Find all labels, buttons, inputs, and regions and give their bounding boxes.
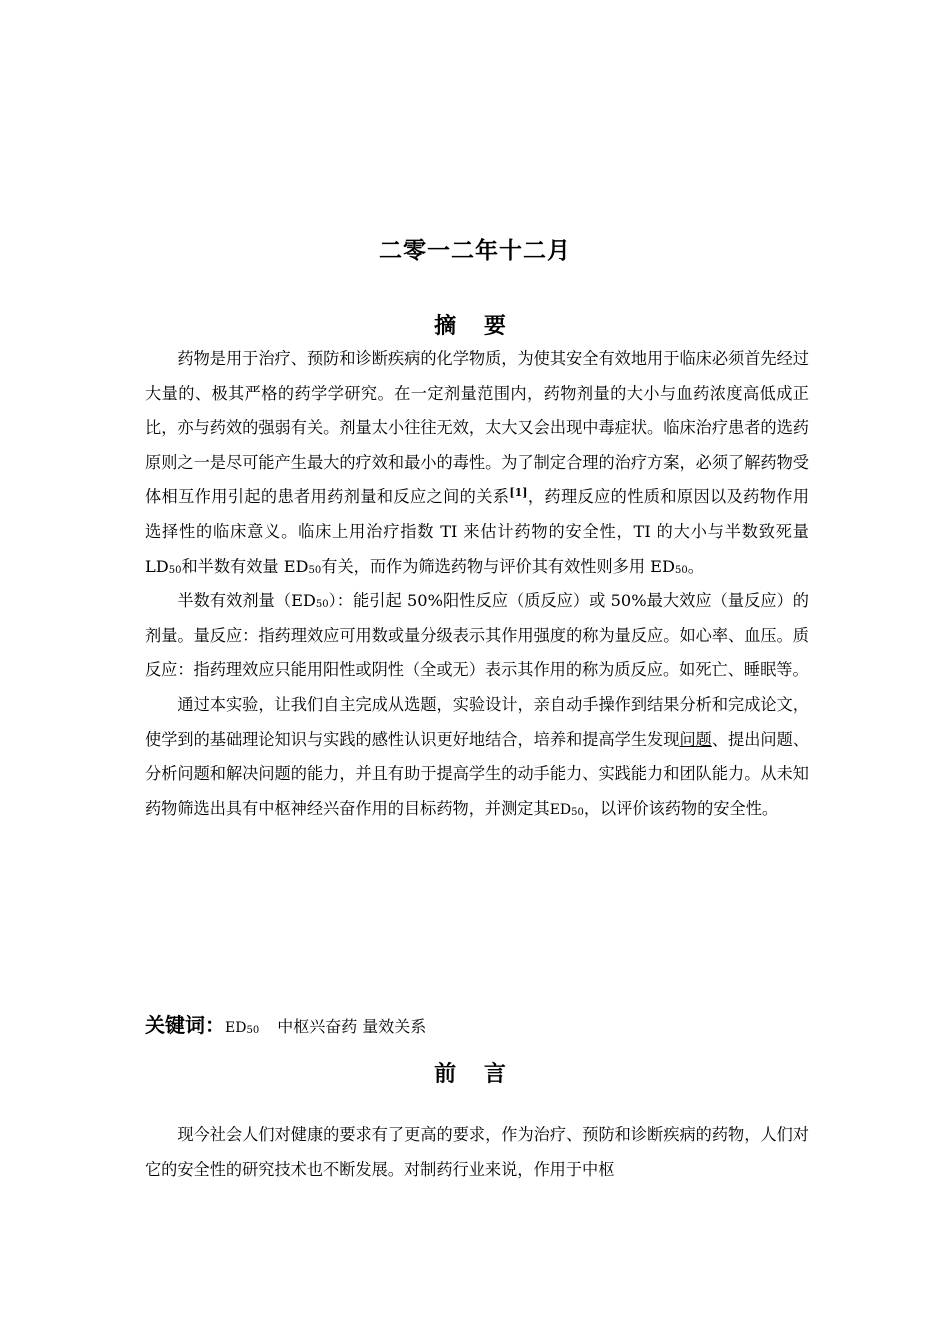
abstract-p1-text-d: 有关，而作为筛选药物与评价其有效性则多用 ED [321, 556, 675, 576]
subscript-50: 50 [168, 564, 182, 576]
hyperlink-wenti[interactable]: 问题 [679, 729, 712, 749]
preface-heading: 前 言 [434, 1062, 516, 1087]
keyword-ed50 [225, 1020, 259, 1036]
preface-paragraph-1: 现今社会人们对健康的要求有了更高的要求，作为治疗、预防和诊断疾病的药物，人们对它的安全性的研究技术也不断发展。对制药行业来说，作用于中枢 [145, 1125, 809, 1179]
abstract-p1-text-e: 。 [687, 556, 704, 576]
keyword-cns-stimulant: 中枢兴奋药 [277, 1017, 358, 1036]
abstract-paragraph-2 [145, 584, 809, 688]
abstract-body [145, 342, 809, 827]
subscript-50: 50 [571, 806, 584, 818]
subscript-50: 50 [674, 564, 688, 576]
subscript-50: 50 [315, 599, 329, 611]
abstract-p1-text-c: 和半数有效量 ED [181, 556, 309, 576]
keywords-label: 关键词： [145, 1013, 225, 1037]
abstract-p2-text-b: ）：能引起 50%阳性反应（质反应）或 50%最大效应（量反应）的剂量。量反应：指药理效应可用数或量分级表示其作用强度的称为量反应。如心率、血压。质反应：指药理效应只能用阳性或阴性（全或无）表示其作用的称为质反应。如死亡、睡眠等。 [145, 591, 809, 680]
document-date: 二零一二年十二月 [379, 238, 571, 264]
citation-marker[interactable]: [1] [509, 486, 528, 500]
keyword-dose-effect: 量效关系 [362, 1017, 427, 1036]
abstract-p2-text-a: 半数有效剂量（ED [177, 591, 316, 611]
abstract-p3-text-a: 通过本实验，让我们自主完成从选题，实验设计，亲自动手操作到结果分析和完成论文，使学到的基础理论知识与实践的感性认识更好地结合，培养和提高学生发现 [145, 694, 809, 749]
abstract-p1-text-b: ，药理反应的性质和原因以及药物作用选择性的临床意义。临床上用治疗指数 TI 来估计药物的安全性，TI 的大小与半数致死量 LD [145, 487, 810, 576]
keyword-ed: ED [225, 1020, 247, 1036]
abstract-p3-text-c: ，以评价该药物的安全性。 [583, 798, 779, 818]
preface-body [145, 1118, 809, 1187]
subscript-50: 50 [246, 1025, 260, 1036]
subscript-50: 50 [308, 564, 322, 576]
abstract-heading: 摘 要 [434, 314, 516, 339]
abstract-p3-ed: ED [549, 801, 572, 818]
abstract-p1-text-a: 药物是用于治疗、预防和诊断疾病的化学物质，为使其安全有效地用于临床必须首先经过大量的、极其严格的药学学研究。在一定剂量范围内，药物剂量的大小与血药浓度高低成正比，亦与药效的强弱有关。剂量太小往往无效，太大又会出现中毒症状。临床治疗患者的选药原则之一是尽可能产生最大的疗效和最小的毒性。为了制定合理的治疗方案，必须了解药物受体相互作用引起的患者用药剂量和反应之间的关系 [145, 349, 809, 507]
keywords-line [145, 1009, 809, 1038]
abstract-paragraph-1 [145, 342, 809, 584]
abstract-p3-text-b: 、提出问题、分析问题和解决问题的能力，并且有助于提高学生的动手能力、实践能力和团队能力。从未知药物筛选出具有中枢神经兴奋作用的目标药物，并测定其 [145, 729, 810, 818]
abstract-paragraph-3 [145, 688, 809, 827]
